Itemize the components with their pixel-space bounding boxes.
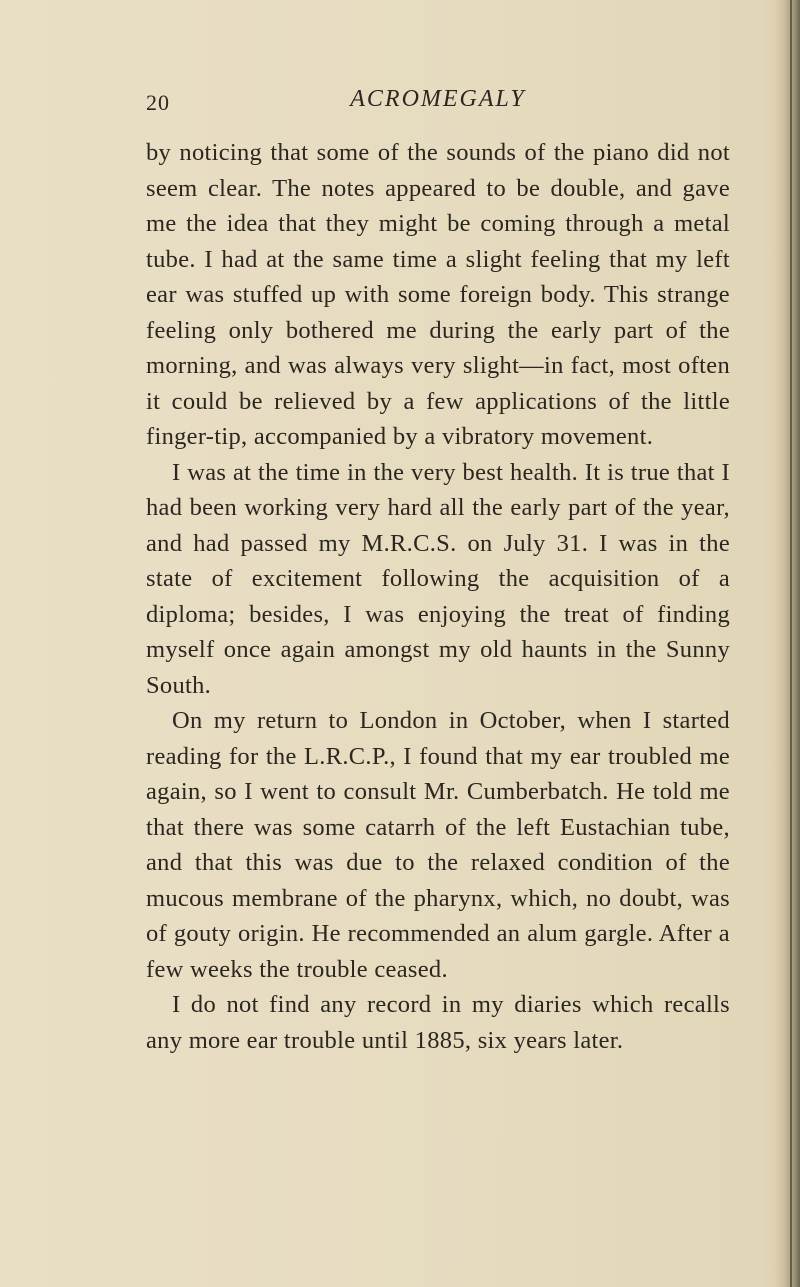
page-number: 20	[146, 90, 170, 115]
running-head	[146, 84, 730, 124]
body-text	[146, 135, 730, 1058]
page-edge-shadow	[774, 0, 800, 1287]
paragraph: I was at the time in the very best health. It is true that I had been working very hard all the early part of the year, and had passed my M.R.C.S. on July 31. I was in the state of excitement following the acquisition of a diploma; besides, I was enjoying the treat of finding myself once again amongst my old haunts in the Sunny South.	[146, 458, 730, 699]
paragraph: I do not find any record in my diaries which recalls any more ear trouble until 1885, six years later.	[146, 991, 730, 1054]
running-title: ACROMEGALY	[350, 86, 526, 112]
paragraph: On my return to London in October, when I started reading for the L.R.C.P., I found that my ear troubled me again, so I went to consult Mr. Cumberbatch. He told me that there was some catarrh of the left Eustachian tube, and that this was due to the relaxed condition of the mucous membrane of the pharynx, which, no doubt, was of gouty origin. He recommended an alum gargle. After a few weeks the trouble ceased.	[146, 707, 730, 983]
page-edge-line	[790, 0, 792, 1287]
paragraph-continued: by noticing that some of the sounds of the piano did not seem clear. The notes appeared to be double, and gave me the idea that they might be coming through a metal tube. I had at the same time a slight feeling that my left ear was stuffed up with some foreign body. This strange feeling only bothered me during the early part of the morning, and was always very slight—in fact, most often it could be relieved by a few applications of the little finger-tip, accompanied by a vibratory movement.	[146, 139, 730, 450]
